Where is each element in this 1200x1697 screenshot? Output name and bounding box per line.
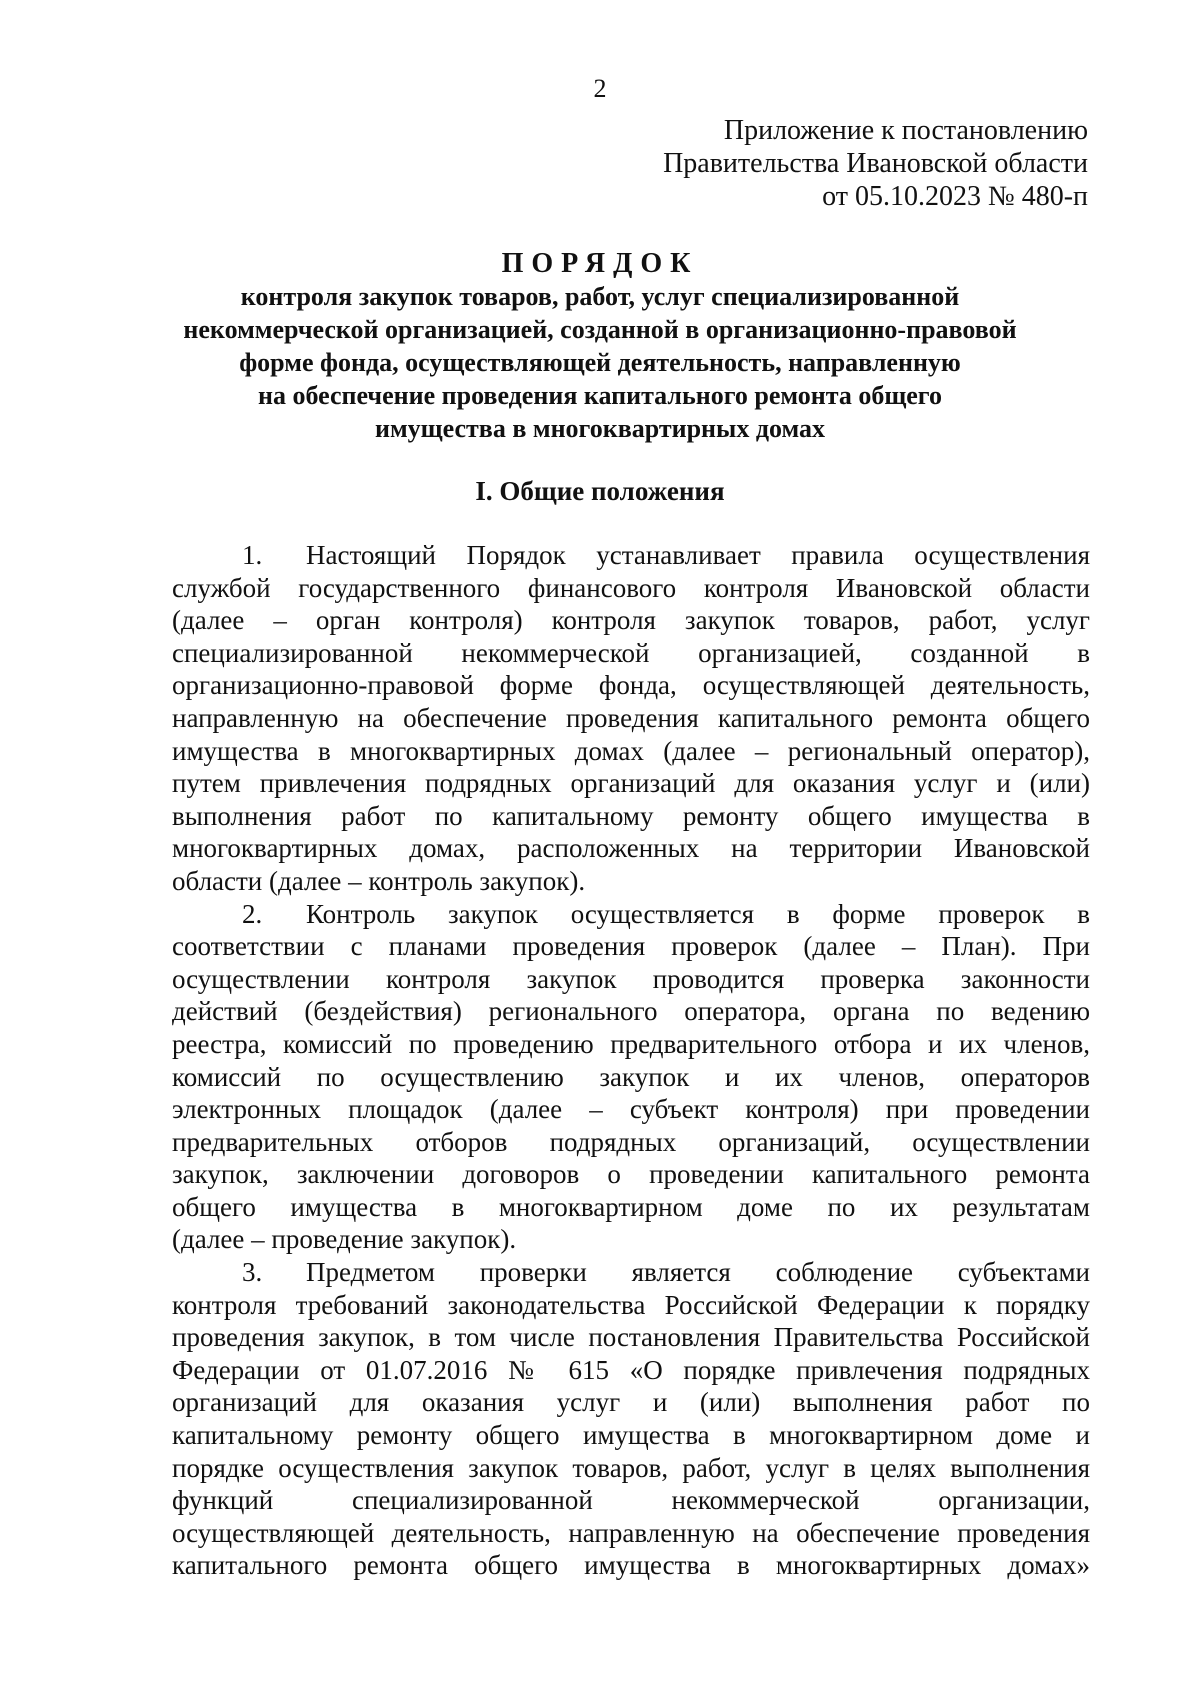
paragraph — [172, 539, 1090, 898]
paragraph-line: организационно-правовой форме фонда, осуществляющей деятельность, — [172, 670, 1090, 701]
subtitle-line: форме фонда, осуществляющей деятельность, направленную — [239, 348, 961, 377]
appendix-line: Приложение к постановлению — [723, 115, 1088, 146]
paragraph-line: области (далее – контроль закупок). — [172, 865, 586, 896]
paragraph-line: организаций для оказания услуг и (или) выполнения работ по — [172, 1387, 1090, 1418]
paragraph-line: контроля требований законодательства Российской Федерации к порядку — [172, 1289, 1090, 1320]
paragraph-first-line — [172, 1256, 1090, 1289]
paragraph-line: комиссий по осуществлению закупок и их членов, операторов — [172, 1061, 1090, 1092]
document-subtitle — [150, 280, 1050, 445]
paragraph-line: проведения закупок, в том числе постановления Правительства Российской — [172, 1322, 1090, 1353]
paragraph-line: осуществляющей деятельность, направленную на обеспечение проведения — [172, 1517, 1090, 1548]
paragraph-line: (далее – орган контроля) контроля закупок товаров, работ, услуг — [172, 605, 1090, 636]
section-heading: I. Общие положения — [475, 476, 725, 506]
paragraph-number: 2. — [242, 898, 263, 929]
paragraph-line: выполнения работ по капитальному ремонту общего имущества в — [172, 800, 1090, 831]
paragraph-line: специализированной некоммерческой организацией, созданной в — [172, 637, 1090, 668]
paragraph-line: электронных площадок (далее – субъект контроля) при проведении — [172, 1094, 1090, 1125]
paragraph-line: имущества в многоквартирных домах (далее – региональный оператор), — [172, 735, 1090, 766]
appendix-line: Правительства Ивановской области — [663, 148, 1088, 179]
paragraph-first-line — [172, 539, 1090, 572]
paragraph-line: соответствии с планами проведения проверок (далее – План). При — [172, 931, 1090, 962]
subtitle-line: контроля закупок товаров, работ, услуг специализированной — [240, 282, 960, 311]
paragraph-first-line — [172, 898, 1090, 931]
paragraph-line: закупок, заключении договоров о проведении капитального ремонта — [172, 1159, 1090, 1190]
paragraph-line: действий (бездействия) регионального оператора, органа по ведению — [172, 996, 1090, 1027]
paragraph — [172, 1256, 1090, 1582]
paragraph-number: 3. — [242, 1257, 263, 1288]
appendix-reference — [488, 114, 1088, 213]
paragraph-line: предварительных отборов подрядных организаций, осуществлении — [172, 1126, 1090, 1157]
paragraph-line: осуществлении контроля закупок проводится проверка законности — [172, 963, 1090, 994]
paragraph-line: направленную на обеспечение проведения капитального ремонта общего — [172, 702, 1090, 733]
paragraph — [172, 898, 1090, 1257]
paragraph-line: порядке осуществления закупок товаров, работ, услуг в целях выполнения — [172, 1452, 1090, 1483]
document-title: ПОРЯДОК — [501, 248, 699, 279]
paragraph-line: капитального ремонта общего имущества в многоквартирных домах» — [172, 1550, 1090, 1581]
page-number: 2 — [593, 74, 607, 103]
paragraph-line: путем привлечения подрядных организаций для оказания услуг и (или) — [172, 768, 1090, 799]
paragraph-line: общего имущества в многоквартирном доме по их результатам — [172, 1191, 1090, 1222]
paragraph-line: функций специализированной некоммерческой организации, — [172, 1485, 1090, 1516]
subtitle-line: на обеспечение проведения капитального ремонта общего — [258, 381, 942, 410]
paragraph-text: Предметом проверки является соблюдение субъектами — [306, 1257, 1090, 1288]
paragraph-line: (далее – проведение закупок). — [172, 1224, 517, 1255]
appendix-line: от 05.10.2023 № 480-п — [822, 181, 1088, 212]
document-body — [172, 539, 1090, 1582]
subtitle-line: некоммерческой организацией, созданной в организационно-правовой — [183, 315, 1017, 344]
paragraph-line: Федерации от 01.07.2016 № 615 «О порядке привлечения подрядных — [172, 1354, 1090, 1385]
paragraph-line: реестра, комиссий по проведению предварительного отбора и их членов, — [172, 1028, 1090, 1059]
paragraph-text: Контроль закупок осуществляется в форме проверок в — [306, 898, 1090, 929]
subtitle-line: имущества в многоквартирных домах — [374, 414, 826, 443]
paragraph-line: службой государственного финансового контроля Ивановской области — [172, 572, 1090, 603]
paragraph-line: капитальному ремонту общего имущества в многоквартирном доме и — [172, 1420, 1090, 1451]
paragraph-line: многоквартирных домах, расположенных на территории Ивановской — [172, 833, 1090, 864]
paragraph-number: 1. — [242, 540, 263, 570]
paragraph-text: Настоящий Порядок устанавливает правила осуществления — [306, 540, 1090, 570]
